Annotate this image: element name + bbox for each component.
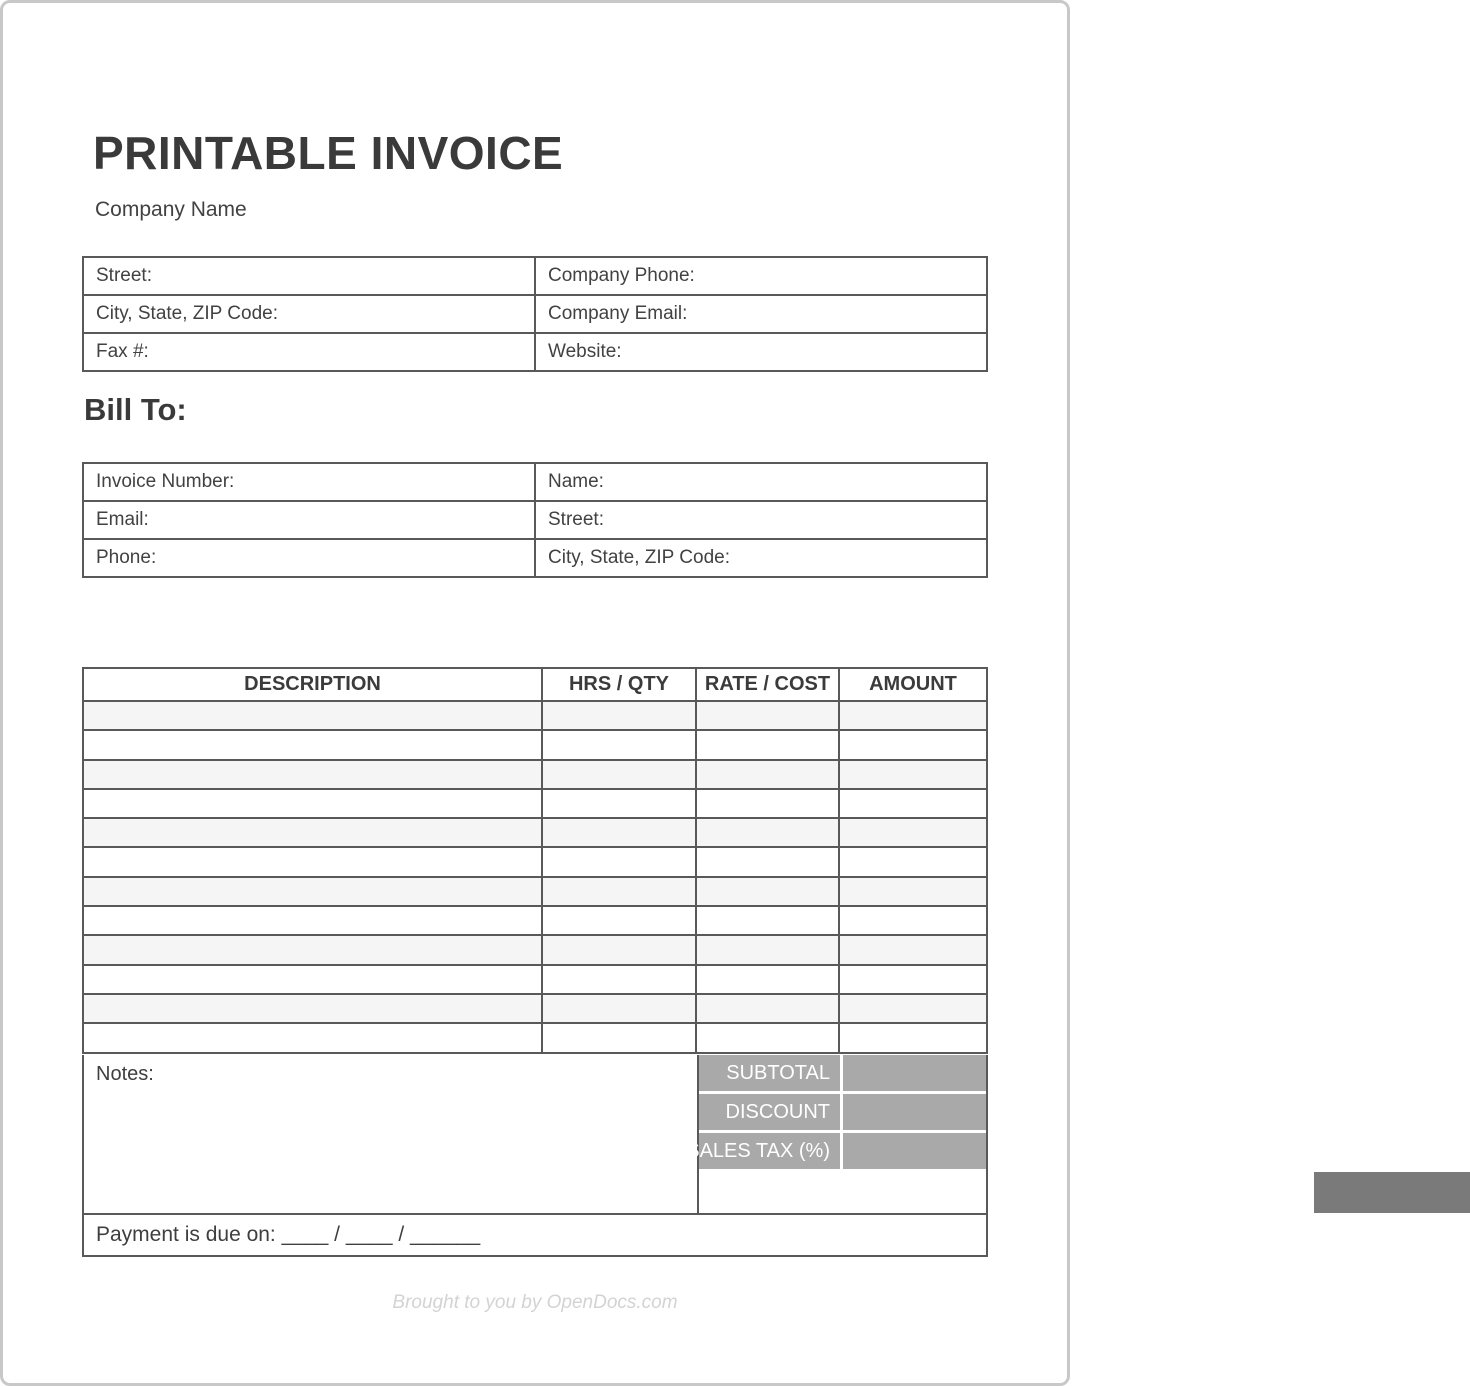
subtotal-label: SUBTOTAL bbox=[699, 1055, 840, 1091]
footer-attribution: Brought to you by OpenDocs.com bbox=[392, 1292, 678, 1313]
item-cell[interactable] bbox=[543, 761, 695, 788]
item-cell[interactable] bbox=[543, 995, 695, 1022]
field-fax[interactable]: Fax #: bbox=[84, 334, 534, 370]
item-cell[interactable] bbox=[697, 995, 838, 1022]
sales-tax-label: SALES TAX (%) bbox=[699, 1133, 840, 1169]
item-cell[interactable] bbox=[840, 790, 986, 817]
item-cell[interactable] bbox=[840, 731, 986, 758]
item-cell[interactable] bbox=[543, 878, 695, 905]
company-info-table bbox=[82, 256, 988, 372]
notes-field[interactable] bbox=[84, 1055, 699, 1213]
notes-label: Notes: bbox=[96, 1063, 154, 1085]
column-header-hrs-qty: HRS / QTY bbox=[543, 669, 695, 700]
bill-to-heading: Bill To: bbox=[84, 392, 187, 427]
item-cell[interactable] bbox=[543, 936, 695, 963]
item-cell[interactable] bbox=[697, 761, 838, 788]
item-cell[interactable] bbox=[84, 936, 541, 963]
summary-area bbox=[686, 1055, 1314, 1213]
item-cell[interactable] bbox=[840, 966, 986, 993]
item-cell[interactable] bbox=[543, 1024, 695, 1051]
item-cell[interactable] bbox=[543, 819, 695, 846]
item-cell[interactable] bbox=[543, 731, 695, 758]
item-cell[interactable] bbox=[84, 761, 541, 788]
item-cell[interactable] bbox=[697, 878, 838, 905]
field-bill-name[interactable]: Name: bbox=[536, 464, 986, 500]
item-cell[interactable] bbox=[543, 966, 695, 993]
item-cell[interactable] bbox=[697, 966, 838, 993]
item-cell[interactable] bbox=[840, 878, 986, 905]
discount-value-field[interactable] bbox=[843, 1094, 986, 1130]
item-cell[interactable] bbox=[543, 790, 695, 817]
field-company-phone[interactable]: Company Phone: bbox=[536, 258, 986, 294]
line-items-table bbox=[82, 667, 988, 1054]
field-bill-email[interactable]: Email: bbox=[84, 502, 534, 538]
sales-tax-row bbox=[686, 1133, 986, 1169]
item-cell[interactable] bbox=[697, 702, 838, 729]
item-cell[interactable] bbox=[697, 731, 838, 758]
item-cell[interactable] bbox=[84, 907, 541, 934]
column-header-rate-cost: RATE / COST bbox=[697, 669, 838, 700]
field-bill-phone[interactable]: Phone: bbox=[84, 540, 534, 576]
subtotal-value-field[interactable] bbox=[843, 1055, 986, 1091]
field-street[interactable]: Street: bbox=[84, 258, 534, 294]
field-company-email[interactable]: Company Email: bbox=[536, 296, 986, 332]
payment-due-row bbox=[84, 1213, 986, 1255]
discount-row bbox=[699, 1094, 986, 1130]
item-cell[interactable] bbox=[543, 702, 695, 729]
item-cell[interactable] bbox=[84, 702, 541, 729]
item-cell[interactable] bbox=[840, 848, 986, 875]
item-cell[interactable] bbox=[84, 848, 541, 875]
item-cell[interactable] bbox=[697, 848, 838, 875]
total-bar: TOTAL bbox=[1314, 1172, 1470, 1213]
subtotal-row bbox=[699, 1055, 986, 1091]
item-cell[interactable] bbox=[697, 907, 838, 934]
item-cell[interactable] bbox=[84, 966, 541, 993]
item-cell[interactable] bbox=[543, 907, 695, 934]
discount-label: DISCOUNT bbox=[699, 1094, 840, 1130]
item-cell[interactable] bbox=[840, 1024, 986, 1051]
field-bill-street[interactable]: Street: bbox=[536, 502, 986, 538]
item-cell[interactable] bbox=[840, 761, 986, 788]
field-bill-city-state-zip[interactable]: City, State, ZIP Code: bbox=[536, 540, 986, 576]
item-cell[interactable] bbox=[840, 936, 986, 963]
item-cell[interactable] bbox=[84, 995, 541, 1022]
item-cell[interactable] bbox=[84, 1024, 541, 1051]
field-city-state-zip[interactable]: City, State, ZIP Code: bbox=[84, 296, 534, 332]
page-title: PRINTABLE INVOICE bbox=[93, 127, 564, 179]
column-header-description: DESCRIPTION bbox=[84, 669, 541, 700]
item-cell[interactable] bbox=[84, 878, 541, 905]
totals-section bbox=[82, 1055, 1314, 1257]
item-cell[interactable] bbox=[84, 819, 541, 846]
item-cell[interactable] bbox=[84, 790, 541, 817]
bill-to-table bbox=[82, 462, 988, 578]
item-cell[interactable] bbox=[84, 731, 541, 758]
field-website[interactable]: Website: bbox=[536, 334, 986, 370]
item-cell[interactable] bbox=[697, 1024, 838, 1051]
item-cell[interactable] bbox=[543, 848, 695, 875]
field-invoice-number[interactable]: Invoice Number: bbox=[84, 464, 534, 500]
item-cell[interactable] bbox=[697, 790, 838, 817]
item-cell[interactable] bbox=[840, 995, 986, 1022]
column-header-amount: AMOUNT bbox=[840, 669, 986, 700]
item-cell[interactable] bbox=[697, 819, 838, 846]
item-cell[interactable] bbox=[697, 936, 838, 963]
sales-tax-value-field[interactable] bbox=[843, 1133, 986, 1169]
payment-due-text: Payment is due on: ____ / ____ / ______ bbox=[96, 1223, 481, 1246]
company-name-field[interactable]: Company Name bbox=[95, 198, 247, 221]
item-cell[interactable] bbox=[840, 907, 986, 934]
item-cell[interactable] bbox=[840, 819, 986, 846]
item-cell[interactable] bbox=[840, 702, 986, 729]
